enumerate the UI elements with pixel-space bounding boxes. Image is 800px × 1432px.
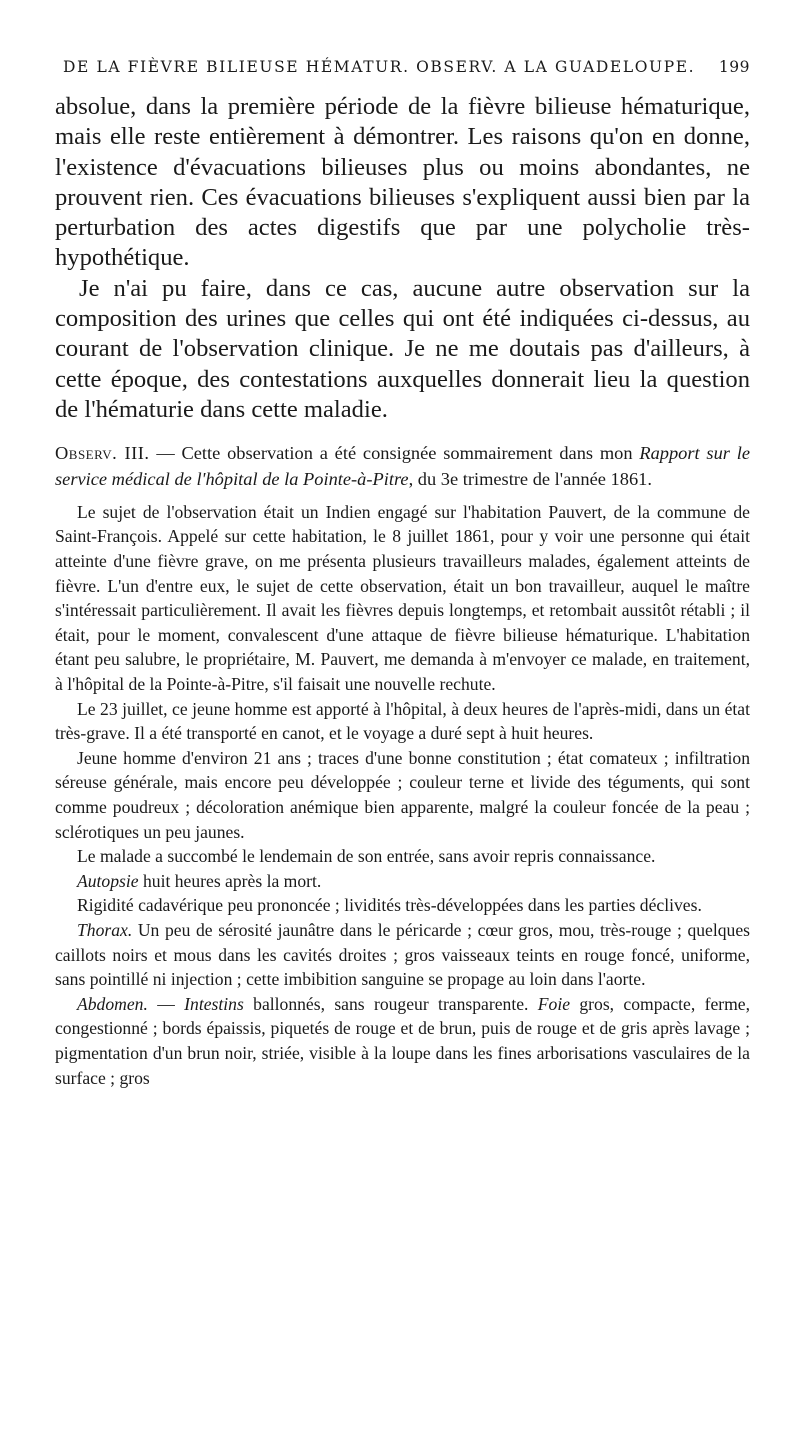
observation-paragraph-death: Le malade a succombé le lendemain de son entrée, sans avoir repris connaissance. — [77, 846, 656, 867]
book-page — [55, 58, 750, 1090]
observation-paragraph-rigidity: Rigidité cadavérique peu prononcée ; lividités très-développées dans les parties déclives. — [77, 895, 702, 916]
abdomen-label: Abdomen. — [77, 993, 148, 1014]
observation-intro-end: , du 3e trimestre de l'année 1861. — [408, 468, 652, 489]
observation-paragraph-autopsy — [55, 869, 750, 894]
observation-label: Observ. III. — [55, 443, 150, 464]
abdomen-text: ballonnés, sans rougeur transparente. — [243, 993, 538, 1014]
observation-paragraph-state: Jeune homme d'environ 21 ans ; traces d'une bonne constitution ; état comateux ; infiltration séreuse générale, mais encore peu développée ; couleur terne et livide des téguments, qui sont comme poudreux ; décoloration anémique bien apparente, malgré la couleur foncée de la peau ; sclérotiques un peu jaunes. — [55, 747, 750, 842]
report-title: Rapport sur le service médical de l'hôpital de la Pointe-à-Pitre — [55, 443, 751, 489]
abdomen-dash: — — [147, 993, 185, 1014]
running-header — [55, 58, 750, 92]
thorax-text: Un peu de sérosité jaunâtre dans le péricarde ; cœur gros, mou, très-rouge ; quelques caillots noirs et mous dans les cavités droites ; gros vaisseaux teints en rouge foncé, uniforme, sans pointillé ni injection ; cette imbibition sanguine se propage au loin dans l'aorte. — [55, 919, 750, 990]
observation-paragraph-thorax — [55, 918, 750, 992]
paragraph-hematuria-polycholie: absolue, dans la première période de la fièvre bilieuse hématurique, mais elle reste entièrement à démontrer. Les raisons qu'on en donne, l'existence d'évacuations bilieuses plus ou moins abondantes, ne prouvent rien. Ces évacuations bilieuses s'expliquent aussi bien par la perturbation des actes digestifs que par une polycholie très-hypothétique. — [55, 93, 750, 272]
observation-paragraph-admission: Le 23 juillet, ce jeune homme est apporté à l'hôpital, à deux heures de l'après-midi, dans un état très-grave. Il a été transporté en canot, et le voyage a duré sept à huit heures. — [55, 698, 750, 744]
observation-paragraph-abdomen — [55, 992, 750, 1090]
autopsy-text: huit heures après la mort. — [138, 870, 322, 891]
observation-heading — [55, 441, 750, 492]
observation-paragraph-subject: Le sujet de l'observation était un Indien engagé sur l'habitation Pauvert, de la commune de Saint-François. Appelé sur cette habitation, le 8 juillet 1861, pour y voir une personne qui était atteinte d'une fièvre grave, on me présenta plusieurs travailleurs malades, également atteints de fièvre. L'un d'entre eux, le sujet de cette observation, était un bon travailleur, auquel le maître s'intéressait particulièrement. Il avait les fièvres depuis longtemps, et retombait aussitôt rétabli ; il était, pour le moment, convalescent d'une attaque de fièvre bilieuse hématurique. L'habitation étant peu salubre, le propriétaire, M. Pauvert, me demanda à m'envoyer ce malade, en traitement, à l'hôpital de la Pointe-à-Pitre, s'il faisait une nouvelle rechute. — [55, 501, 750, 695]
paragraph-urine-composition: Je n'ai pu faire, dans ce cas, aucune autre observation sur la composition des urines que celles qui ont été indiquées ci-dessus, au courant de l'observation clinique. Je ne me doutais pas d'ailleurs, à cette époque, des contestations auxquelles donnerait lieu la question de l'hématurie dans cette maladie. — [55, 274, 750, 423]
page-number: 199 — [718, 58, 750, 76]
autopsy-label: Autopsie — [77, 870, 139, 891]
thorax-label: Thorax. — [77, 919, 133, 940]
observation-intro: — Cette observation a été consignée sommairement dans mon — [149, 443, 640, 464]
running-title: DE LA FIÈVRE BILIEUSE HÉMATUR. OBSERV. A LA GUADELOUPE. — [63, 58, 696, 76]
foie-text: gros, compacte, ferme, congestionné ; bords épaissis, piquetés de rouge et de brun, puis de rouge et de gris après lavage ; pigmentation d'un brun noir, striée, visible à la loupe dans les fines arborisations vasculaires de la surface ; gros — [55, 993, 751, 1088]
foie-label: Foie — [537, 993, 571, 1014]
intestins-label: Intestins — [184, 993, 244, 1014]
